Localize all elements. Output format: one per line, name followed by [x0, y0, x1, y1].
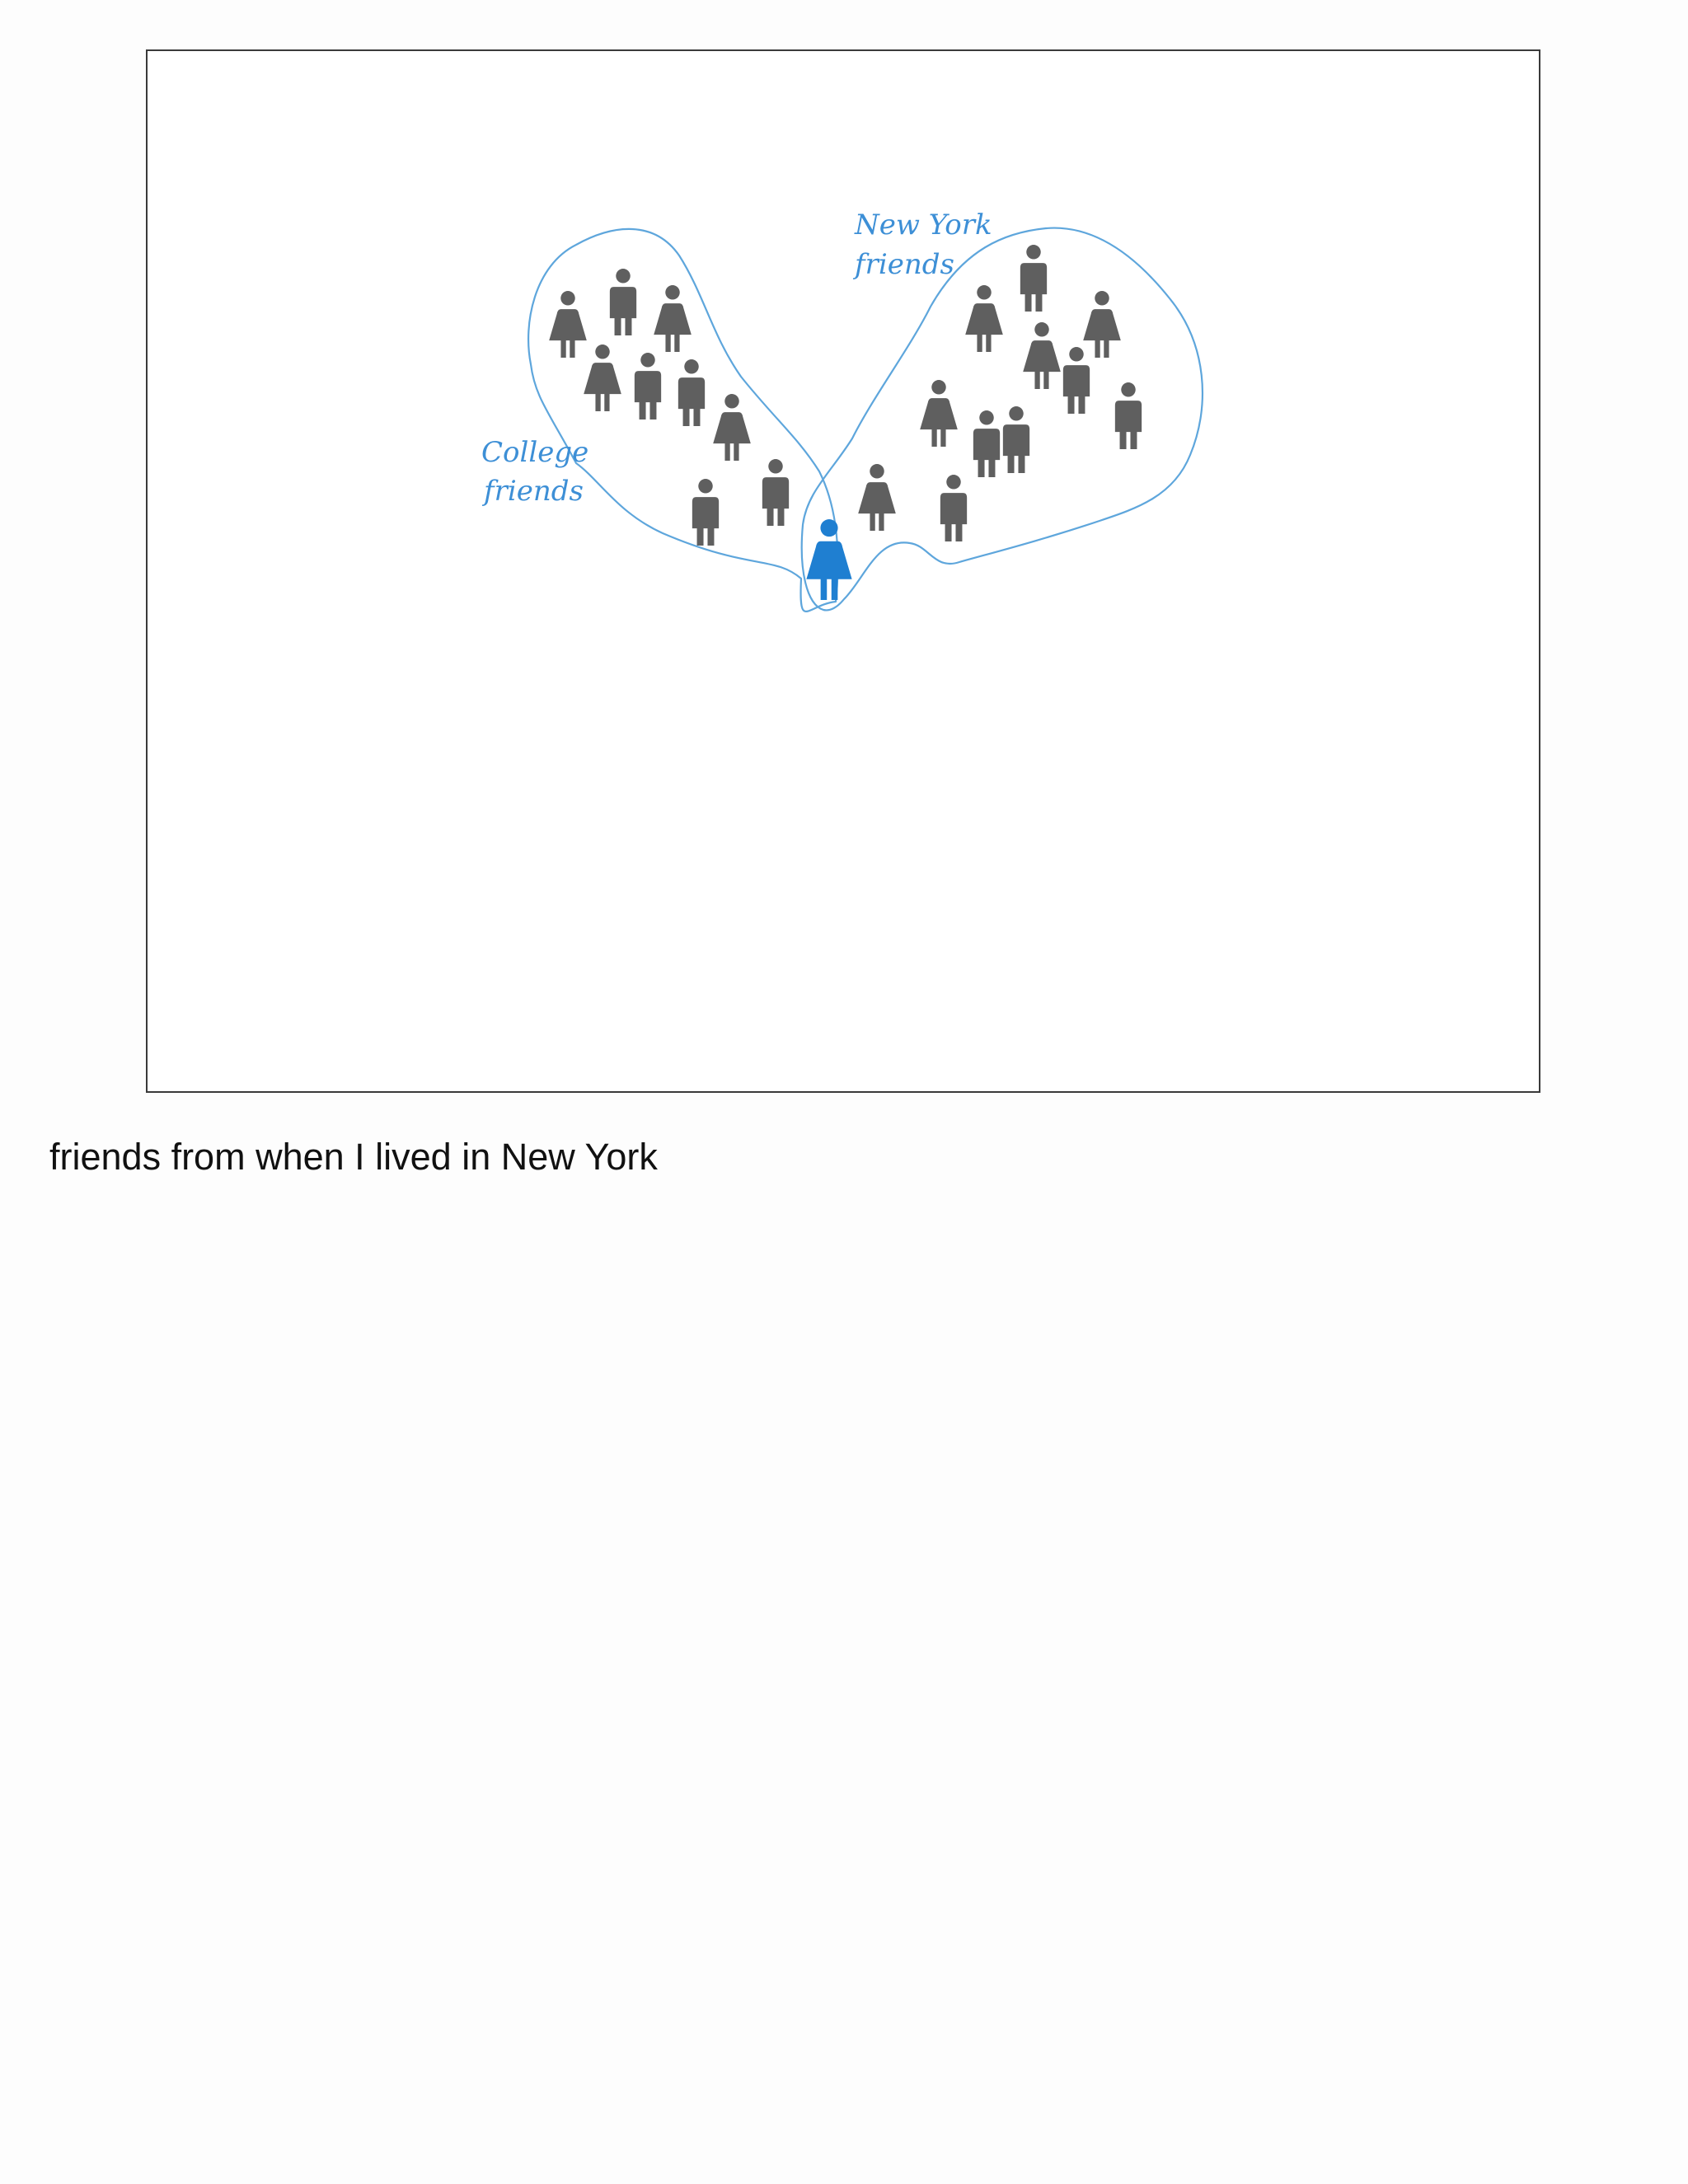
person-man-icon — [1020, 245, 1047, 312]
slide — [146, 49, 1540, 1093]
person-woman-icon — [920, 380, 958, 447]
college-friends-label-line2: friends — [484, 475, 584, 508]
newyork-friends-outline — [802, 228, 1203, 611]
person-woman-icon — [584, 344, 621, 411]
person-woman-icon — [965, 285, 1003, 352]
person-man-icon — [762, 459, 789, 526]
person-man-icon — [1115, 382, 1142, 449]
person-man-icon — [940, 475, 967, 541]
person-woman-icon — [858, 464, 896, 531]
newyork-friends-people — [858, 245, 1142, 541]
person-man-icon — [692, 479, 719, 546]
person-woman-icon — [654, 285, 692, 352]
person-woman-icon — [1083, 291, 1121, 358]
speaker-note: friends from when I lived in New York — [49, 1136, 658, 1178]
person-woman-icon — [1023, 322, 1061, 389]
newyork-friends-label-line1: New York — [855, 209, 992, 241]
person-man-icon — [610, 269, 636, 335]
person-man-icon — [1003, 406, 1029, 473]
group-outlines — [528, 228, 1203, 612]
person-woman-icon — [549, 291, 587, 358]
social-network-diagram — [148, 51, 1539, 1091]
person-woman-icon — [713, 394, 751, 461]
self-person-icon — [806, 519, 851, 600]
person-man-icon — [973, 410, 1000, 477]
person-man-icon — [678, 359, 705, 426]
college-friends-label-line1: College — [481, 436, 589, 469]
person-man-icon — [1063, 347, 1090, 414]
college-friends-people — [549, 269, 789, 546]
newyork-friends-label-line2: friends — [855, 248, 954, 281]
person-man-icon — [635, 353, 661, 419]
